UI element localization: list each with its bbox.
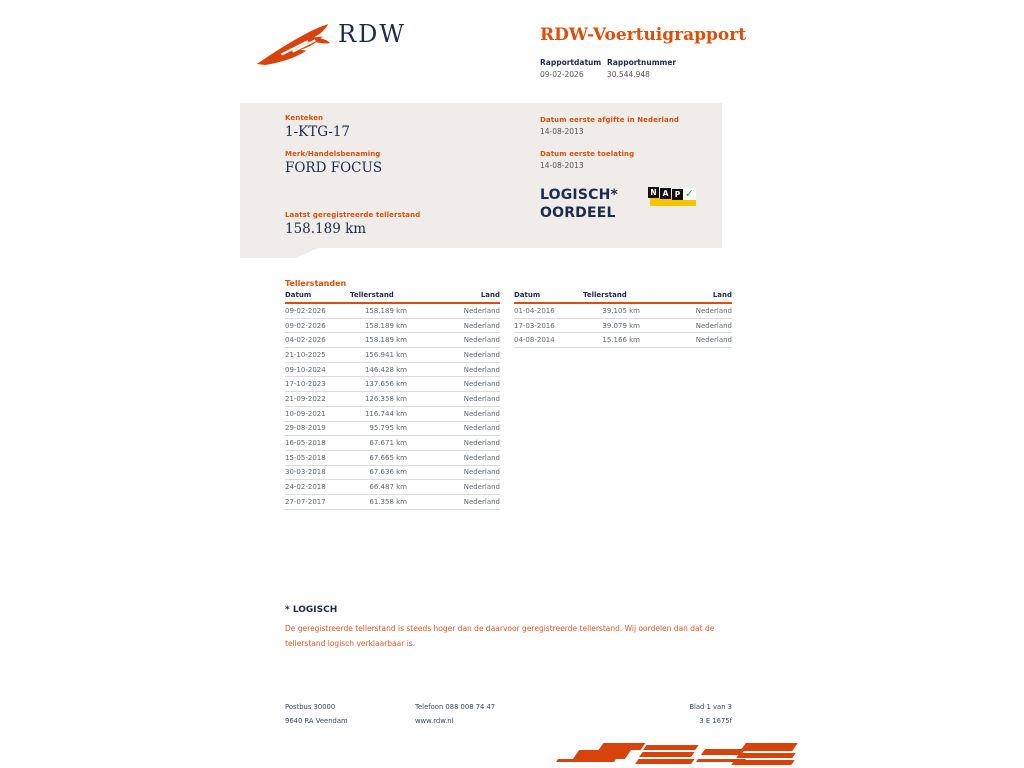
rdw-logo-text: RDW xyxy=(338,20,406,48)
table-cell: Nederland xyxy=(463,424,500,433)
table-cell: Nederland xyxy=(695,336,732,345)
kenteken-value: 1-KTG-17 xyxy=(285,124,351,140)
table-body xyxy=(514,304,732,348)
table-row xyxy=(514,333,732,348)
table-cell: Nederland xyxy=(463,365,500,374)
datum-eerste-toelating-label: Datum eerste toelating xyxy=(540,150,635,158)
table-cell: Nederland xyxy=(695,306,732,315)
table-cell: 67.665 km xyxy=(369,453,407,462)
nap-letter-n: N xyxy=(648,187,659,198)
table-cell: 21-10-2025 xyxy=(285,350,326,359)
rdw-feather-logo-icon xyxy=(254,22,334,68)
table-header-row xyxy=(514,291,732,304)
table-row xyxy=(514,319,732,334)
table-cell: Nederland xyxy=(695,321,732,330)
table-row xyxy=(285,392,500,407)
table-row xyxy=(514,304,732,319)
oordeel-line2: OORDEEL xyxy=(540,205,616,221)
footer-page-info xyxy=(689,700,732,728)
datum-eerste-afgifte-label: Datum eerste afgifte in Nederland xyxy=(540,116,680,124)
nap-logo xyxy=(648,185,696,209)
table-cell: Nederland xyxy=(463,306,500,315)
table-row xyxy=(285,348,500,363)
column-header-tellerstand: Tellerstand xyxy=(350,291,394,299)
table-cell: 15.166 km xyxy=(602,336,640,345)
table-cell: 158.189 km xyxy=(364,306,407,315)
datum-eerste-toelating-value: 14-08-2013 xyxy=(540,161,584,170)
table-cell: 17-10-2023 xyxy=(285,380,326,389)
merk-handelsbenaming-value: FORD FOCUS xyxy=(285,160,383,176)
table-cell: 126.358 km xyxy=(364,394,407,403)
table-cell: Nederland xyxy=(463,453,500,462)
report-date-label: Rapportdatum xyxy=(540,58,602,67)
table-cell: 16-05-2018 xyxy=(285,439,326,448)
footer-phone: Telefoon 088 008 74 47 xyxy=(415,703,496,711)
logisch-oordeel-verdict xyxy=(540,186,618,222)
nap-letter-a: A xyxy=(660,188,671,199)
table-cell: 61.358 km xyxy=(369,497,407,506)
table-cell: Nederland xyxy=(463,439,500,448)
table-row xyxy=(285,333,500,348)
page-title: RDW-Voertuigrapport xyxy=(540,25,747,45)
table-cell: 24-02-2018 xyxy=(285,483,326,492)
table-cell: 158.189 km xyxy=(364,336,407,345)
tellerstanden-table-left xyxy=(285,291,500,510)
report-number-value: 30.544.948 xyxy=(607,70,650,79)
footer-website: www.rdw.nl xyxy=(415,717,454,725)
table-cell: 09-10-2024 xyxy=(285,365,326,374)
table-cell: 67.671 km xyxy=(369,439,407,448)
table-cell: 156.941 km xyxy=(364,350,407,359)
tellerstanden-table-right xyxy=(514,291,732,348)
table-row xyxy=(285,480,500,495)
table-cell: Nederland xyxy=(463,321,500,330)
table-cell: Nederland xyxy=(463,380,500,389)
table-row xyxy=(285,363,500,378)
table-row xyxy=(285,319,500,334)
table-cell: 158.189 km xyxy=(364,321,407,330)
report-date-value: 09-02-2026 xyxy=(540,70,584,79)
table-body xyxy=(285,304,500,510)
table-cell: Nederland xyxy=(463,394,500,403)
table-cell: Nederland xyxy=(463,497,500,506)
table-cell: 39.105 km xyxy=(602,306,640,315)
table-row xyxy=(285,304,500,319)
table-cell: 15-05-2018 xyxy=(285,453,326,462)
logisch-explanation-text: De geregistreerde tellerstand is steeds hoger dan de daarvoor geregistreerde tellerstand. Wij oordelen dan dat de tellerstand logisch verklaarbaar is. xyxy=(285,624,715,648)
table-cell: 66.487 km xyxy=(369,483,407,492)
table-row xyxy=(285,466,500,481)
table-cell: 95.795 km xyxy=(369,424,407,433)
table-cell: 67.636 km xyxy=(369,468,407,477)
table-cell: 30-03-2018 xyxy=(285,468,326,477)
table-cell: 04-02-2026 xyxy=(285,336,326,345)
footer-address xyxy=(285,700,348,728)
table-cell: 10-09-2021 xyxy=(285,409,326,418)
table-cell: Nederland xyxy=(463,350,500,359)
table-header-row xyxy=(285,291,500,304)
column-header-land: Land xyxy=(480,291,500,299)
table-row xyxy=(285,436,500,451)
datum-eerste-afgifte-value: 14-08-2013 xyxy=(540,127,584,136)
report-number-label: Rapportnummer xyxy=(607,58,677,67)
tellerstanden-heading: Tellerstanden xyxy=(285,279,347,288)
table-cell: 146.428 km xyxy=(364,365,407,374)
footer-postbus: Postbus 30000 xyxy=(285,703,336,711)
table-cell: 116.744 km xyxy=(364,409,407,418)
footer-page-indicator: Blad 1 van 3 xyxy=(689,703,732,711)
footer-form-code: 3 E 1675f xyxy=(699,717,732,725)
table-cell: 04-08-2014 xyxy=(514,336,555,345)
table-cell: 39.079 km xyxy=(602,321,640,330)
footer-city: 9640 RA Veendam xyxy=(285,717,348,725)
laatste-tellerstand-value: 158.189 km xyxy=(285,221,367,237)
table-cell: 29-08-2019 xyxy=(285,424,326,433)
logisch-explanation-heading: * LOGISCH xyxy=(285,605,338,615)
table-cell: 09-02-2026 xyxy=(285,306,326,315)
table-cell: 27-07-2017 xyxy=(285,497,326,506)
rdw-stripes-graphic-icon xyxy=(543,738,799,768)
column-header-tellerstand: Tellerstand xyxy=(583,291,627,299)
table-row xyxy=(285,377,500,392)
table-cell: 137.656 km xyxy=(364,380,407,389)
table-row xyxy=(285,451,500,466)
table-cell: Nederland xyxy=(463,409,500,418)
table-cell: 17-03-2016 xyxy=(514,321,555,330)
footer-contact xyxy=(415,700,495,728)
laatste-tellerstand-label: Laatst geregistreerde tellerstand xyxy=(285,211,421,219)
table-row xyxy=(285,495,500,510)
kenteken-label: Kenteken xyxy=(285,114,324,122)
table-cell: 09-02-2026 xyxy=(285,321,326,330)
table-cell: Nederland xyxy=(463,483,500,492)
table-cell: Nederland xyxy=(463,468,500,477)
table-row xyxy=(285,422,500,437)
merk-handelsbenaming-label: Merk/Handelsbenaming xyxy=(285,150,381,158)
table-cell: 21-09-2022 xyxy=(285,394,326,403)
column-header-datum: Datum xyxy=(285,291,312,299)
column-header-datum: Datum xyxy=(514,291,541,299)
nap-check-icon: ✓ xyxy=(684,187,695,200)
nap-letter-p: P xyxy=(672,189,683,200)
table-cell: 01-04-2016 xyxy=(514,306,555,315)
table-row xyxy=(285,407,500,422)
oordeel-line1: LOGISCH* xyxy=(540,187,619,203)
column-header-land: Land xyxy=(712,291,732,299)
table-cell: Nederland xyxy=(463,336,500,345)
vehicle-summary-box-tab xyxy=(240,248,318,258)
